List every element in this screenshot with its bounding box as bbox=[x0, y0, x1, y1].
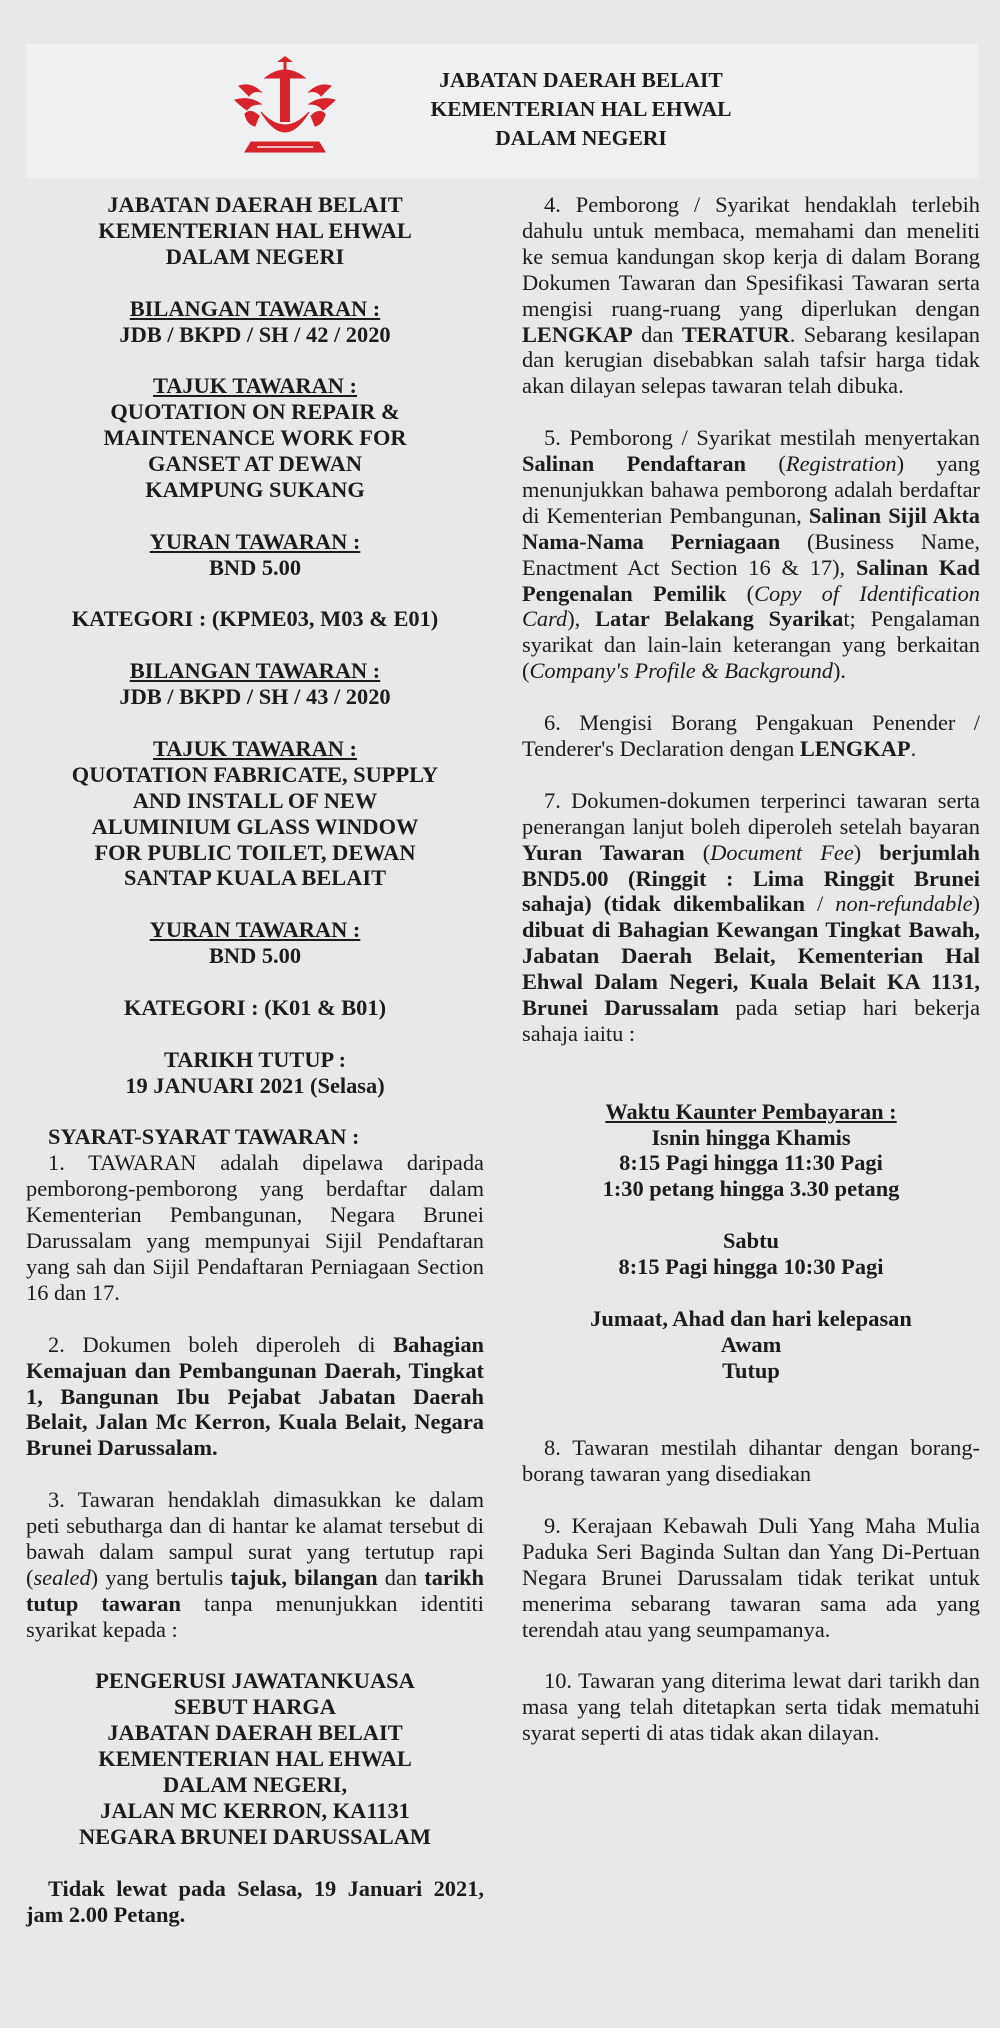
tajuk-line: MAINTENANCE WORK FOR bbox=[103, 425, 407, 451]
org-line: DALAM NEGERI bbox=[165, 243, 345, 269]
tajuk-line: ALUMINIUM GLASS WINDOW bbox=[91, 813, 419, 839]
yuran-value: BND 5.00 bbox=[208, 943, 302, 969]
condition-7-italic: non-refundable bbox=[835, 891, 973, 917]
org-title bbox=[26, 192, 484, 270]
condition-5-text: ) yang menunjukkan bahawa pemborong adalah berdaftar di Kementerian Pembangunan, bbox=[522, 451, 980, 528]
bilangan-label: BILANGAN TAWARAN : bbox=[129, 658, 381, 684]
counter-hours bbox=[522, 1099, 980, 1384]
condition-3-sealed: sealed bbox=[33, 1564, 91, 1590]
tajuk-line: FOR PUBLIC TOILET, DEWAN bbox=[94, 839, 416, 865]
condition-5-bold: Latar Belakang Syarika bbox=[595, 606, 844, 632]
header-line: DALAM NEGERI bbox=[495, 126, 667, 150]
condition-6-text: 6. Mengisi Borang Pengakuan Penender / Tenderer's Declaration dengan bbox=[522, 710, 980, 761]
tutup-label: TARIKH TUTUP : bbox=[163, 1046, 347, 1072]
yuran-label: YURAN TAWARAN : bbox=[149, 528, 361, 554]
condition-3-bold: tajuk, bilangan bbox=[230, 1564, 378, 1590]
closed-label: Tutup bbox=[722, 1357, 780, 1383]
condition-5-bold: Salinan Kad Pengenalan Pemilik bbox=[522, 554, 980, 606]
org-line: JABATAN DAERAH BELAIT bbox=[107, 192, 403, 217]
condition-7-text: ) bbox=[972, 891, 980, 917]
closed-days: Awam bbox=[720, 1331, 782, 1357]
waktu-days: Isnin hingga Khamis bbox=[651, 1124, 851, 1150]
left-column bbox=[26, 192, 484, 1928]
tajuk-label: TAJUK TAWARAN : bbox=[152, 735, 358, 761]
condition-5-italic: Company's Profile & Background bbox=[529, 658, 833, 684]
condition-9: 9. Kerajaan Kebawah Duli Yang Maha Mulia Paduka Seri Baginda Sultan dan Yang Di-Pertuan Negara Brunei Darussalam tidak terikat untuk menerima sebarang tawaran sama ada yang terendah atau yang seumpamanya. bbox=[522, 1513, 980, 1642]
kategori: KATEGORI : (K01 & B01) bbox=[123, 994, 387, 1020]
header-line: JABATAN DAERAH BELAIT bbox=[439, 68, 723, 92]
condition-5-text: ( bbox=[746, 451, 786, 477]
tajuk-line: AND INSTALL OF NEW bbox=[132, 787, 378, 813]
right-column bbox=[522, 192, 980, 1746]
condition-2-location: Bahagian Kemajuan dan Pembangunan Daerah, Tingkat 1, Bangunan Ibu Pejabat Jabatan Daerah Belait, Jalan Mc Kerron, Kuala Belait, Negara Brunei Darussalam. bbox=[26, 1331, 484, 1461]
condition-5-text: ), bbox=[567, 606, 596, 632]
waktu-time: 8:15 Pagi hingga 11:30 Pagi bbox=[619, 1150, 883, 1176]
condition-4-bold: LENGKAP bbox=[522, 321, 633, 347]
condition-7-text: 7. Dokumen-dokumen terperinci tawaran serta penerangan lanjut boleh diperoleh setelah bayaran bbox=[522, 787, 980, 839]
condition-7-text: ( bbox=[684, 839, 711, 865]
bilangan-value: JDB / BKPD / SH / 42 / 2020 bbox=[119, 321, 391, 347]
condition-5-italic: Copy of Identification Card bbox=[522, 580, 980, 632]
condition-6-bold: LENGKAP bbox=[799, 736, 911, 761]
condition-6 bbox=[522, 710, 980, 762]
condition-3-text: ) yang bertulis bbox=[90, 1564, 231, 1590]
bilangan-value: JDB / BKPD / SH / 43 / 2020 bbox=[119, 684, 391, 710]
address-line: NEGARA BRUNEI DARUSSALAM bbox=[78, 1823, 432, 1849]
condition-4 bbox=[522, 192, 980, 399]
condition-8: 8. Tawaran mestilah dihantar dengan borang-borang tawaran yang disediakan bbox=[522, 1435, 980, 1487]
condition-5-bold: Salinan Sijil Akta Nama-Nama Perniagaan bbox=[522, 502, 980, 554]
condition-7 bbox=[522, 788, 980, 1047]
condition-4-text: 4. Pemborong / Syarikat hendaklah terlebih dahulu untuk membaca, memahami dan meneliti ke semua kandungan skop kerja di dalam Borang Dokumen Tawaran dan Spesifikasi Tawaran serta mengisi ruang-ruang yang diperlukan dengan bbox=[522, 192, 980, 321]
header-title bbox=[356, 66, 806, 153]
address-line: KEMENTERIAN HAL EHWAL bbox=[98, 1746, 412, 1772]
bilangan-label: BILANGAN TAWARAN : bbox=[129, 295, 381, 321]
yuran-label: YURAN TAWARAN : bbox=[149, 917, 361, 943]
tajuk-line: SANTAP KUALA BELAIT bbox=[123, 865, 387, 891]
condition-2-text: 2. Dokumen boleh diperoleh di bbox=[48, 1331, 376, 1357]
condition-5 bbox=[522, 425, 980, 684]
waktu-time: 1:30 petang hingga 3.30 petang bbox=[602, 1176, 900, 1202]
condition-7-bold: Yuran Tawaran bbox=[522, 839, 685, 865]
address-line: JABATAN DAERAH BELAIT bbox=[107, 1720, 403, 1746]
condition-7-bold: dibuat di Bahagian Kewangan Tingkat Bawah, Jabatan Daerah Belait, Kementerian Hal Ehwal Dalam Negeri, Kuala Belait KA 1131, Brunei Darussalam bbox=[522, 917, 980, 1021]
address-line: DALAM NEGERI, bbox=[162, 1772, 348, 1798]
closed-days: Jumaat, Ahad dan hari kelepasan bbox=[590, 1305, 912, 1331]
condition-5-text: ). bbox=[832, 658, 847, 684]
deadline-note: Tidak lewat pada Selasa, 19 Januari 2021, jam 2.00 Petang. bbox=[26, 1875, 484, 1927]
condition-3-bold: tarikh tutup tawaran bbox=[26, 1564, 484, 1616]
tajuk-line: KAMPUNG SUKANG bbox=[145, 476, 365, 502]
header-line: KEMENTERIAN HAL EHWAL bbox=[430, 97, 732, 121]
header-banner bbox=[26, 44, 978, 178]
condition-5-italic: Registration bbox=[785, 451, 897, 477]
condition-3-text: dan bbox=[377, 1564, 425, 1590]
condition-5-text: t; Pengalaman syarikat dan lain-lain keterangan yang berkaitan ( bbox=[522, 606, 981, 684]
condition-7-italic: Document Fee bbox=[710, 839, 854, 865]
tajuk-label: TAJUK TAWARAN : bbox=[152, 373, 358, 399]
tajuk-line: GANSET AT DEWAN bbox=[147, 451, 363, 477]
condition-3 bbox=[26, 1487, 484, 1642]
condition-5-text: ( bbox=[726, 580, 755, 606]
condition-5-bold: Salinan Pendaftaran bbox=[522, 451, 747, 477]
tajuk-line: QUOTATION FABRICATE, SUPPLY bbox=[71, 761, 439, 787]
condition-3-text: tanpa menunjukkan identiti syarikat kepada : bbox=[26, 1590, 484, 1642]
condition-4-bold: TERATUR bbox=[681, 321, 790, 347]
tender-1 bbox=[26, 296, 484, 633]
condition-7-bold: berjumlah BND5.00 (Ringgit : Lima Ringgit Brunei sahaja) (tidak dikembalikan bbox=[522, 839, 980, 917]
condition-4-text: dan bbox=[632, 321, 682, 347]
condition-10: 10. Tawaran yang diterima lewat dari tarikh dan masa yang telah ditetapkan serta tidak mematuhi syarat seperti di atas tidak akan dilayan. bbox=[522, 1668, 980, 1746]
tutup-value: 19 JANUARI 2021 (Selasa) bbox=[125, 1072, 385, 1098]
waktu-days: Sabtu bbox=[722, 1228, 779, 1254]
waktu-time: 8:15 Pagi hingga 10:30 Pagi bbox=[618, 1254, 884, 1280]
syarat-heading: SYARAT-SYARAT TAWARAN : bbox=[48, 1124, 360, 1150]
tajuk-line: QUOTATION ON REPAIR & bbox=[110, 399, 400, 425]
closing-date bbox=[26, 1047, 484, 1099]
kategori: KATEGORI : (KPME03, M03 & E01) bbox=[71, 606, 439, 632]
tender-2 bbox=[26, 658, 484, 1021]
condition-5-text: (Business Name, Enactment Act Section 16 & 17), bbox=[522, 528, 980, 580]
condition-6-text: . bbox=[910, 736, 917, 761]
address-line: PENGERUSI JAWATANKUASA bbox=[95, 1668, 415, 1694]
submission-address bbox=[26, 1668, 484, 1849]
condition-7-text: pada setiap hari bekerja sahaja iaitu : bbox=[522, 995, 981, 1046]
condition-1: 1. TAWARAN adalah dipelawa daripada pemborong-pemborong yang berdaftar dalam Kementerian Pembangunan, Negara Brunei Darussalam yang mempunyai Sijil Pendaftaran yang sah dan Sijil Pendaftaran Perniagaan Section 16 dan 17. bbox=[26, 1150, 484, 1305]
org-line: KEMENTERIAN HAL EHWAL bbox=[98, 217, 412, 243]
brunei-crest-icon bbox=[231, 56, 339, 162]
yuran-value: BND 5.00 bbox=[208, 554, 302, 580]
condition-4-text: . Sebarang kesilapan dan kerugian disebabkan salah tafsir harga tidak akan dilayan selepas tawaran telah dibuka. bbox=[522, 321, 980, 399]
condition-2 bbox=[26, 1332, 484, 1462]
condition-7-text: ) bbox=[853, 839, 880, 865]
waktu-heading: Waktu Kaunter Pembayaran : bbox=[605, 1098, 897, 1124]
address-line: SEBUT HARGA bbox=[174, 1694, 336, 1720]
condition-5-text: 5. Pemborong / Syarikat mestilah menyertakan bbox=[544, 425, 980, 451]
condition-7-text: / bbox=[804, 891, 836, 917]
address-line: JALAN MC KERRON, KA1131 bbox=[100, 1797, 410, 1823]
condition-3-text: 3. Tawaran hendaklah dimasukkan ke dalam peti sebutharga dan di hantar ke alamat tersebut di bawah dalam sampul surat yang tertutup rapi ( bbox=[26, 1487, 484, 1590]
